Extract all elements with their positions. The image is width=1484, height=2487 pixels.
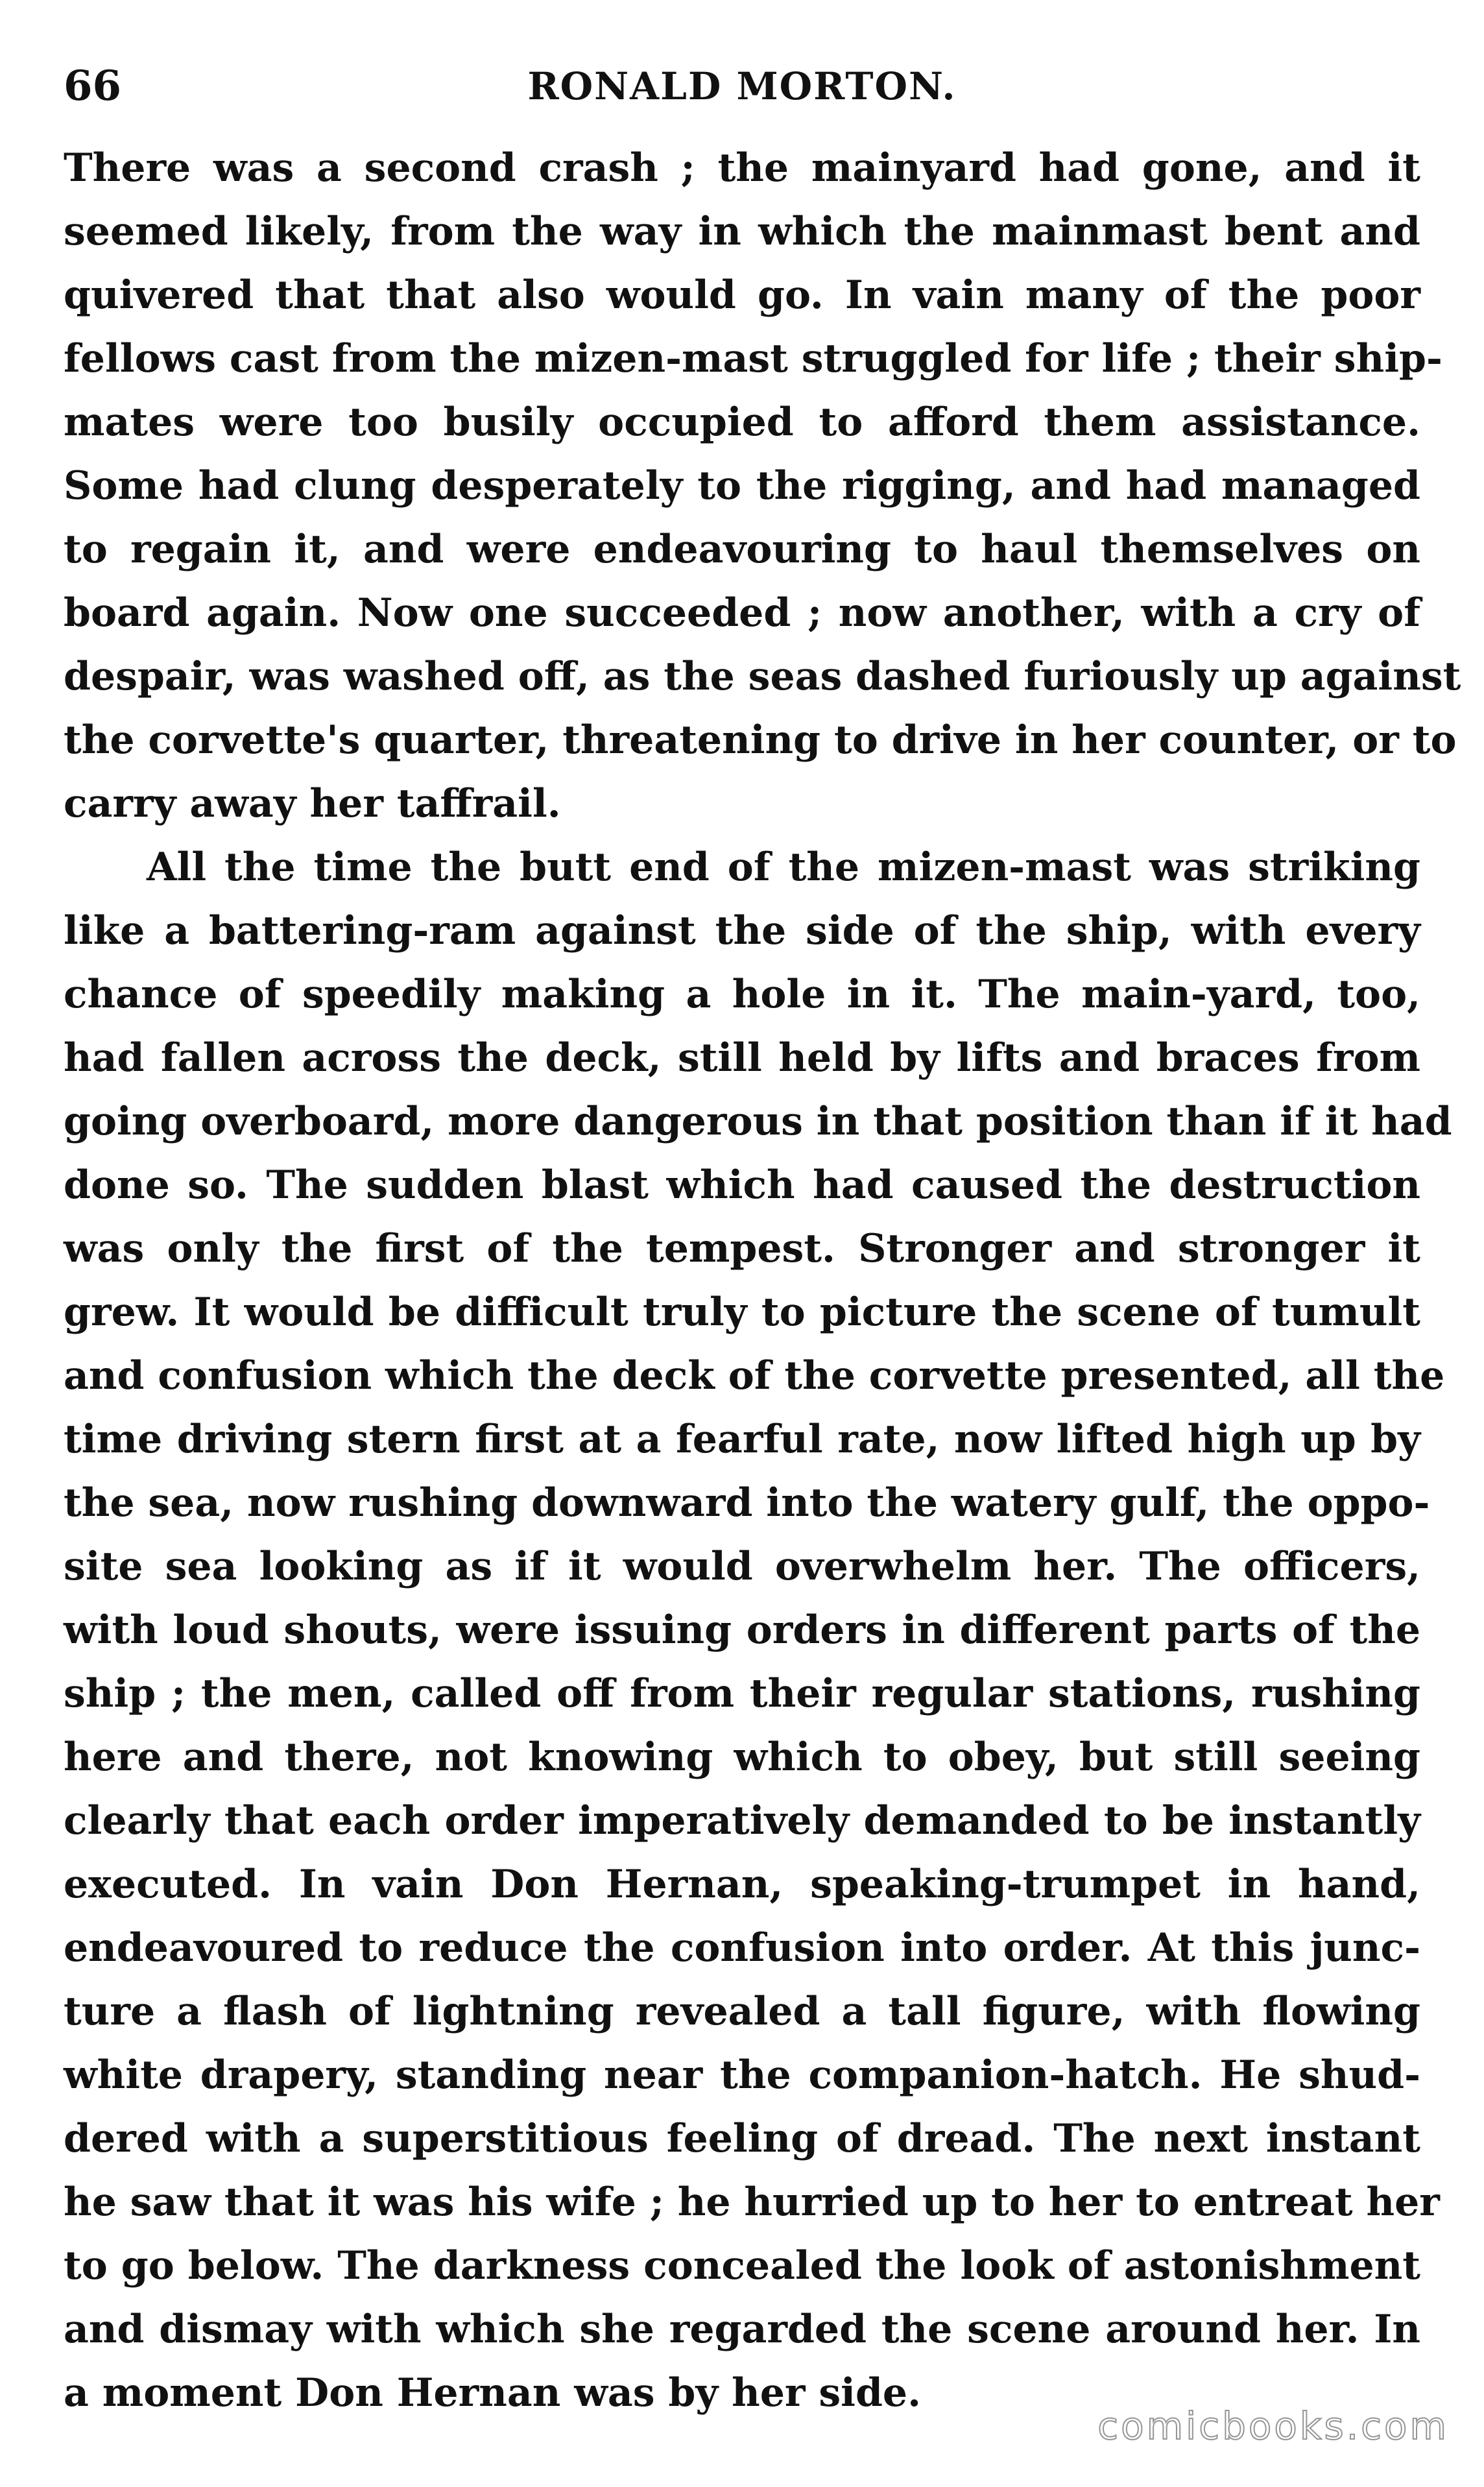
text-line: All the time the butt end of the mizen-mast was striking: [147, 845, 1420, 890]
text-line: he saw that it was his wife ; he hurried up to her to entreat her: [64, 2180, 1440, 2225]
text-line: and dismay with which she regarded the scene around her. In: [64, 2307, 1420, 2352]
text-line: There was a second crash ; the mainyard had gone, and it: [64, 145, 1420, 191]
text-line: had fallen across the deck, still held by lifts and braces from: [64, 1035, 1420, 1081]
text-line: here and there, not knowing which to obey, but still seeing: [64, 1735, 1420, 1780]
running-head: [64, 57, 1420, 115]
text-line: carry away her taffrail.: [64, 781, 561, 826]
text-line: a moment Don Hernan was by her side.: [64, 2370, 921, 2416]
text-line: quivered that that also would go. In vain many of the poor: [64, 272, 1420, 318]
text-line: done so. The sudden blast which had caused the destruction: [64, 1162, 1420, 1208]
text-line: the sea, now rushing downward into the watery gulf, the oppo-: [64, 1480, 1430, 1526]
text-line: with loud shouts, were issuing orders in different parts of the: [64, 1607, 1420, 1653]
text-line: executed. In vain Don Hernan, speaking-trumpet in hand,: [64, 1862, 1420, 1907]
watermark: comicbooks.com: [1097, 2404, 1449, 2448]
text-line: seemed likely, from the way in which the mainmast bent and: [64, 209, 1420, 254]
text-line: grew. It would be difficult truly to picture the scene of tumult: [64, 1290, 1420, 1335]
text-line: ture a flash of lightning revealed a tall figure, with flowing: [64, 1989, 1420, 2034]
text-line: and confusion which the deck of the corvette presented, all the: [64, 1353, 1445, 1399]
text-line: despair, was washed off, as the seas dashed furiously up against: [64, 654, 1461, 699]
text-line: Some had clung desperately to the rigging, and had managed: [64, 463, 1420, 509]
text-line: the corvette's quarter, threatening to drive in her counter, or to: [64, 717, 1457, 763]
body-text: [64, 136, 1461, 2425]
text-line: ship ; the men, called off from their regular stations, rushing: [64, 1671, 1420, 1716]
text-line: like a battering-ram against the side of the ship, with every: [64, 908, 1420, 954]
text-line: going overboard, more dangerous in that position than if it had: [64, 1099, 1452, 1144]
text-line: dered with a superstitious feeling of dread. The next instant: [64, 2116, 1420, 2161]
text-line: to go below. The darkness concealed the look of astonishment: [64, 2243, 1420, 2289]
text-line: time driving stern first at a fearful rate, now lifted high up by: [64, 1417, 1420, 1462]
running-title: RONALD MORTON.: [527, 64, 957, 108]
text-line: clearly that each order imperatively demanded to be instantly: [64, 1798, 1420, 1844]
text-line: chance of speedily making a hole in it. The main-yard, too,: [64, 972, 1420, 1017]
text-line: site sea looking as if it would overwhelm her. The officers,: [64, 1544, 1420, 1589]
text-line: white drapery, standing near the companion-hatch. He shud-: [64, 2052, 1420, 2098]
text-line: to regain it, and were endeavouring to haul themselves on: [64, 527, 1420, 572]
page-number: 66: [64, 62, 122, 110]
paragraph: [64, 835, 1452, 2425]
text-line: endeavoured to reduce the confusion into order. At this junc-: [64, 1925, 1420, 1971]
text-line: was only the first of the tempest. Stronger and stronger it: [64, 1226, 1420, 1271]
text-line: board again. Now one succeeded ; now another, with a cry of: [64, 590, 1420, 636]
text-line: fellows cast from the mizen-mast struggled for life ; their ship-: [64, 336, 1442, 381]
text-line: mates were too busily occupied to afford them assistance.: [64, 400, 1420, 445]
paragraph: [64, 136, 1461, 835]
